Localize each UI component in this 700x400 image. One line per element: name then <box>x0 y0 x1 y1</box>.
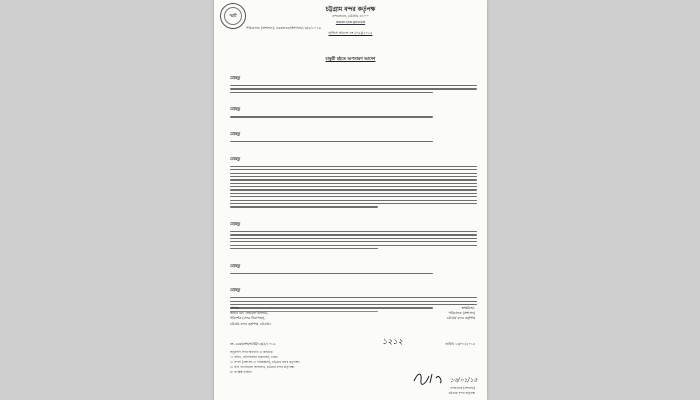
paragraph-3 <box>230 120 477 142</box>
copy-item: অনুলিপি সদয় অবগতি ও কার্যার্থে: <box>230 350 274 354</box>
memo-date: তারিখ ১৩/০১/২০১৫ <box>445 342 475 346</box>
copy-item: ২। সদস্য (প্রশাসন ও পরিকল্পনা), চট্টগ্রাম বন্দর কর্তৃপক্ষ। <box>230 360 300 364</box>
issuer-line: স্বাক্ষরিত/- <box>461 306 475 310</box>
issuer-line: চট্টগ্রাম বন্দর কর্তৃপক্ষ <box>447 316 475 321</box>
paragraph-2 <box>230 95 477 117</box>
issuer-block <box>447 306 475 322</box>
signatory-org: চট্টগ্রাম বন্দর কর্তৃপক্ষ <box>448 390 475 395</box>
recipient-line: জনাব মো: নাহারুল ইসলাম, <box>230 311 268 316</box>
copy-item: ৩। চিফ পার্সোনেল অফিসার, চট্টগ্রাম বন্দর কর্তৃপক্ষ। <box>230 365 295 369</box>
paragraph-5 <box>230 210 477 249</box>
signatory-title: পরিচালক (প্রশাসন) <box>450 386 475 390</box>
office-order-no: অফিস আদেশ নং (০৬)/২০১৫ <box>328 31 373 35</box>
para-label: যেহেতু <box>230 155 241 161</box>
para-label: যেহেতু <box>230 131 241 137</box>
recipient-line: প্রাপক: <box>230 306 240 310</box>
para-label: যেহেতু <box>230 287 241 293</box>
handwritten-signature <box>410 370 480 386</box>
copy-item: ১। সচিব, নৌপরিবহন মন্ত্রণালয়, ঢাকা। <box>230 355 279 359</box>
copy-distribution-list <box>230 350 430 375</box>
document-page <box>214 0 487 400</box>
issuer-line: পরিচালক (প্রশাসন) <box>448 311 475 316</box>
org-website[interactable]: www.cpa.gov.bd <box>335 19 366 24</box>
seal-text: স্মার্ট <box>224 7 242 25</box>
memo-number: নং- চবক/প্রশা/আর্মি/১৩/৫/১০১৬ <box>230 342 276 346</box>
document-body <box>230 64 477 314</box>
para-label: যেহেতু <box>230 262 241 268</box>
signature-date: ১৩/০১/১৫ <box>450 377 478 384</box>
para-label: যেহেতু <box>230 75 241 80</box>
recipient-line: পরিদর্শক (বন্দর নিরাপত্তা), <box>230 316 266 321</box>
signatory-block <box>449 386 475 395</box>
recipient-block <box>230 306 477 327</box>
paragraph-4 <box>230 145 477 208</box>
para-label: যেহেতু <box>230 221 241 226</box>
department-ref: পরিচালক (প্রশাসন), চবকভবন/প্রশাসন/১৩/৫/১০১৬ <box>246 26 322 30</box>
document-title: চাকুরী হইতে অপসারণ আদেশ <box>325 56 376 61</box>
paragraph-6 <box>230 252 477 274</box>
copy-item: ৪। সংশ্লিষ্ট ফাইল। <box>230 370 253 374</box>
para-label: যেহেতু <box>230 106 241 112</box>
org-title: চট্টগ্রাম বন্দর কর্তৃপক্ষ <box>325 6 376 13</box>
handwritten-memo-number: ১২১২ <box>382 337 403 346</box>
letterhead <box>214 6 487 37</box>
org-address: বন্দরভবন, চট্টগ্রাম ৪১০০ <box>332 14 369 18</box>
paragraph-1 <box>230 64 477 93</box>
recipient-line: চট্টগ্রাম বন্দর কর্তৃপক্ষ, চট্টগ্রাম। <box>230 321 271 326</box>
